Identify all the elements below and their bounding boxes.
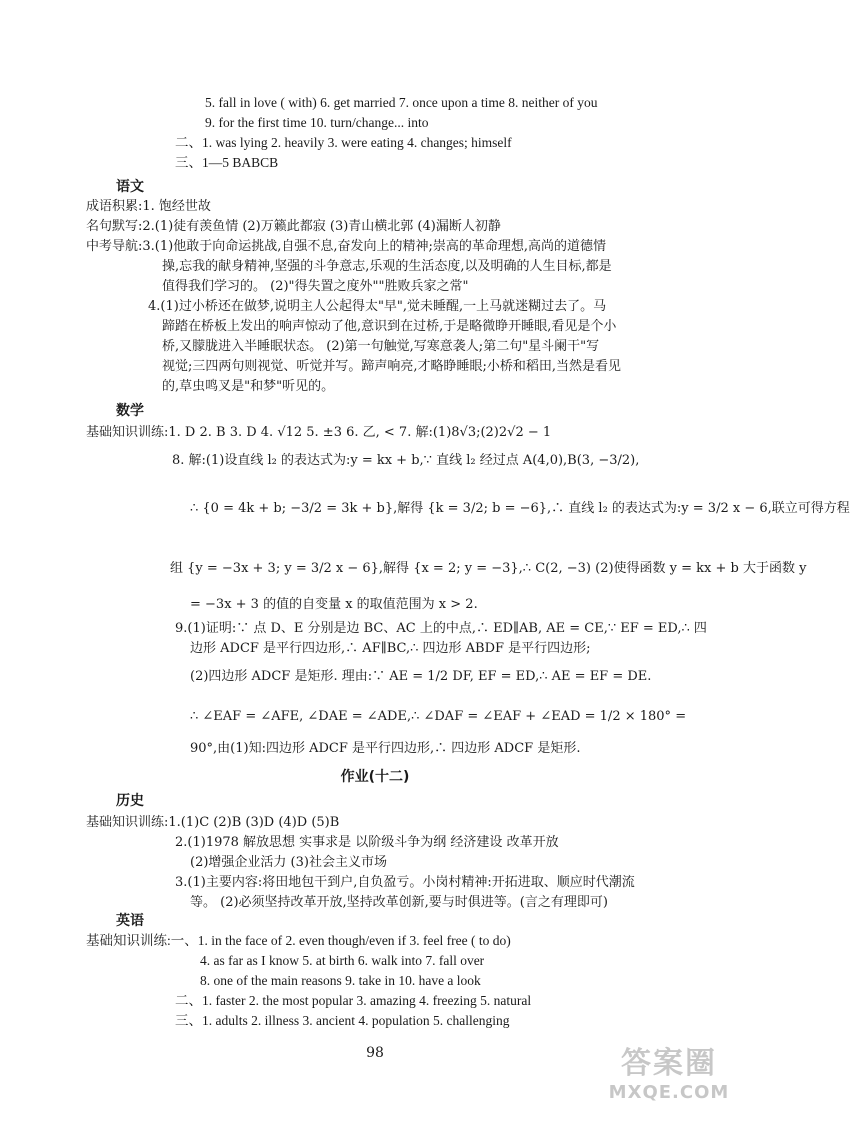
history-answer-line: 基础知识训练:1.(1)C (2)B (3)D (4)D (5)B — [86, 815, 340, 830]
chinese-answer-line: 名句默写:2.(1)徒有羡鱼情 (2)万籁此都寂 (3)青山横北郭 (4)漏断人初静 — [86, 219, 501, 234]
math-answer-line: (2)四边形 ADCF 是矩形. 理由:∵ AE = 1/2 DF, EF = ED,∴ AE = EF = DE. — [190, 669, 652, 684]
chinese-answer-line: 值得我们学习的。 (2)"得失置之度外""胜败兵家之常" — [162, 279, 469, 294]
history-answer-line: 3.(1)主要内容:将田地包干到户,自负盈亏。小岗村精神:开拓进取、顺应时代潮流 — [175, 875, 635, 890]
english-answer-line: 二、1. was lying 2. heavily 3. were eating 4. changes; himself — [175, 135, 512, 150]
math-answer-line: 组 {y = −3x + 3; y = 3/2 x − 6},解得 {x = 2; y = −3},∴ C(2, −3) (2)使得函数 y = kx + b 大于函数 y — [170, 561, 807, 576]
chinese-answer-line: 操,忘我的献身精神,坚强的斗争意志,乐观的生活态度,以及明确的人生目标,都是 — [162, 259, 612, 274]
english-answer-line: 9. for the first time 10. turn/change... into — [205, 115, 429, 130]
chinese-answer-line: 成语积累:1. 饱经世故 — [86, 199, 211, 214]
math-answer-line: 边形 ADCF 是平行四边形,∴ AF∥BC,∴ 四边形 ABDF 是平行四边形; — [190, 641, 591, 656]
chinese-answer-line: 的,草虫鸣叉是"和梦"听见的。 — [162, 379, 335, 394]
english-answer-line: 三、1. adults 2. illness 3. ancient 4. population 5. challenging — [175, 1013, 510, 1028]
watermark-logo — [604, 1038, 734, 1108]
math-answer-line: ∴ {0 = 4k + b; −3/2 = 3k + b},解得 {k = 3/2; b = −6},∴ 直线 l₂ 的表达式为:y = 3/2 x − 6,联立可得方程 — [190, 501, 850, 516]
english-answer-line: 5. fall in love ( with) 6. get married 7. once upon a time 8. neither of you — [205, 95, 598, 110]
math-answer-line: ∴ ∠EAF = ∠AFE, ∠DAE = ∠ADE,∴ ∠DAF = ∠EAF + ∠EAD = 1/2 × 180° = — [190, 709, 687, 724]
math-answer-line: 90°,由(1)知:四边形 ADCF 是平行四边形,∴ 四边形 ADCF 是矩形. — [190, 741, 581, 756]
math-answer-line: 9.(1)证明:∵ 点 D、E 分别是边 BC、AC 上的中点,∴ ED∥AB, AE = CE,∵ EF = ED,∴ 四 — [175, 621, 707, 636]
chinese-answer-line: 蹄踏在桥板上发出的响声惊动了他,意识到在过桥,于是略微睁开睡眼,看见是个小 — [162, 319, 617, 334]
history-answer-line: 2.(1)1978 解放思想 实事求是 以阶级斗争为纲 经济建设 改革开放 — [175, 835, 559, 850]
watermark-mark: 答案圈 — [621, 1046, 717, 1081]
history-heading: 历史 — [116, 793, 144, 809]
math-answer-line: = −3x + 3 的值的自变量 x 的取值范围为 x > 2. — [190, 597, 478, 612]
chinese-answer-line: 视觉;三四两句则视觉、听觉并写。蹄声响亮,才略睁睡眼;小桥和稻田,当然是看见 — [162, 359, 622, 374]
chinese-heading: 语文 — [116, 179, 144, 195]
history-answer-line: 等。 (2)必须坚持改革开放,坚持改革创新,要与时俱进等。(言之有理即可) — [190, 895, 608, 910]
watermark-url: MXQE.COM — [608, 1082, 730, 1103]
section-title: 作业(十二) — [340, 769, 410, 785]
english-answer-line: 4. as far as I know 5. at birth 6. walk into 7. fall over — [200, 953, 485, 968]
math-heading: 数学 — [116, 403, 144, 419]
math-answer-line: 基础知识训练:1. D 2. B 3. D 4. √12 5. ±3 6. 乙, < 7. 解:(1)8√3;(2)2√2 − 1 — [86, 425, 552, 440]
english-answer-line: 三、1—5 BABCB — [175, 155, 279, 170]
chinese-answer-line: 4.(1)过小桥还在做梦,说明主人公起得太"早",觉未睡醒,一上马就迷糊过去了。马 — [148, 299, 607, 314]
english-answer-line: 基础知识训练:一、1. in the face of 2. even though/even if 3. feel free ( to do) — [86, 933, 511, 948]
chinese-answer-line: 桥,又朦胧进入半睡眠状态。 (2)第一句触觉,写寒意袭人;第二句"星斗阑干"写 — [162, 339, 600, 354]
page-number: 98 — [366, 1045, 384, 1061]
english-heading: 英语 — [116, 913, 144, 929]
history-answer-line: (2)增强企业活力 (3)社会主义市场 — [190, 855, 387, 870]
english-answer-line: 二、1. faster 2. the most popular 3. amazing 4. freezing 5. natural — [175, 993, 532, 1008]
english-answer-line: 8. one of the main reasons 9. take in 10. have a look — [200, 973, 481, 988]
math-answer-line: 8. 解:(1)设直线 l₂ 的表达式为:y = kx + b,∵ 直线 l₂ 经过点 A(4,0),B(3, −3/2), — [172, 453, 640, 468]
chinese-answer-line: 中考导航:3.(1)他敢于向命运挑战,自强不息,奋发向上的精神;崇高的革命理想,高尚的道德情 — [86, 239, 606, 254]
